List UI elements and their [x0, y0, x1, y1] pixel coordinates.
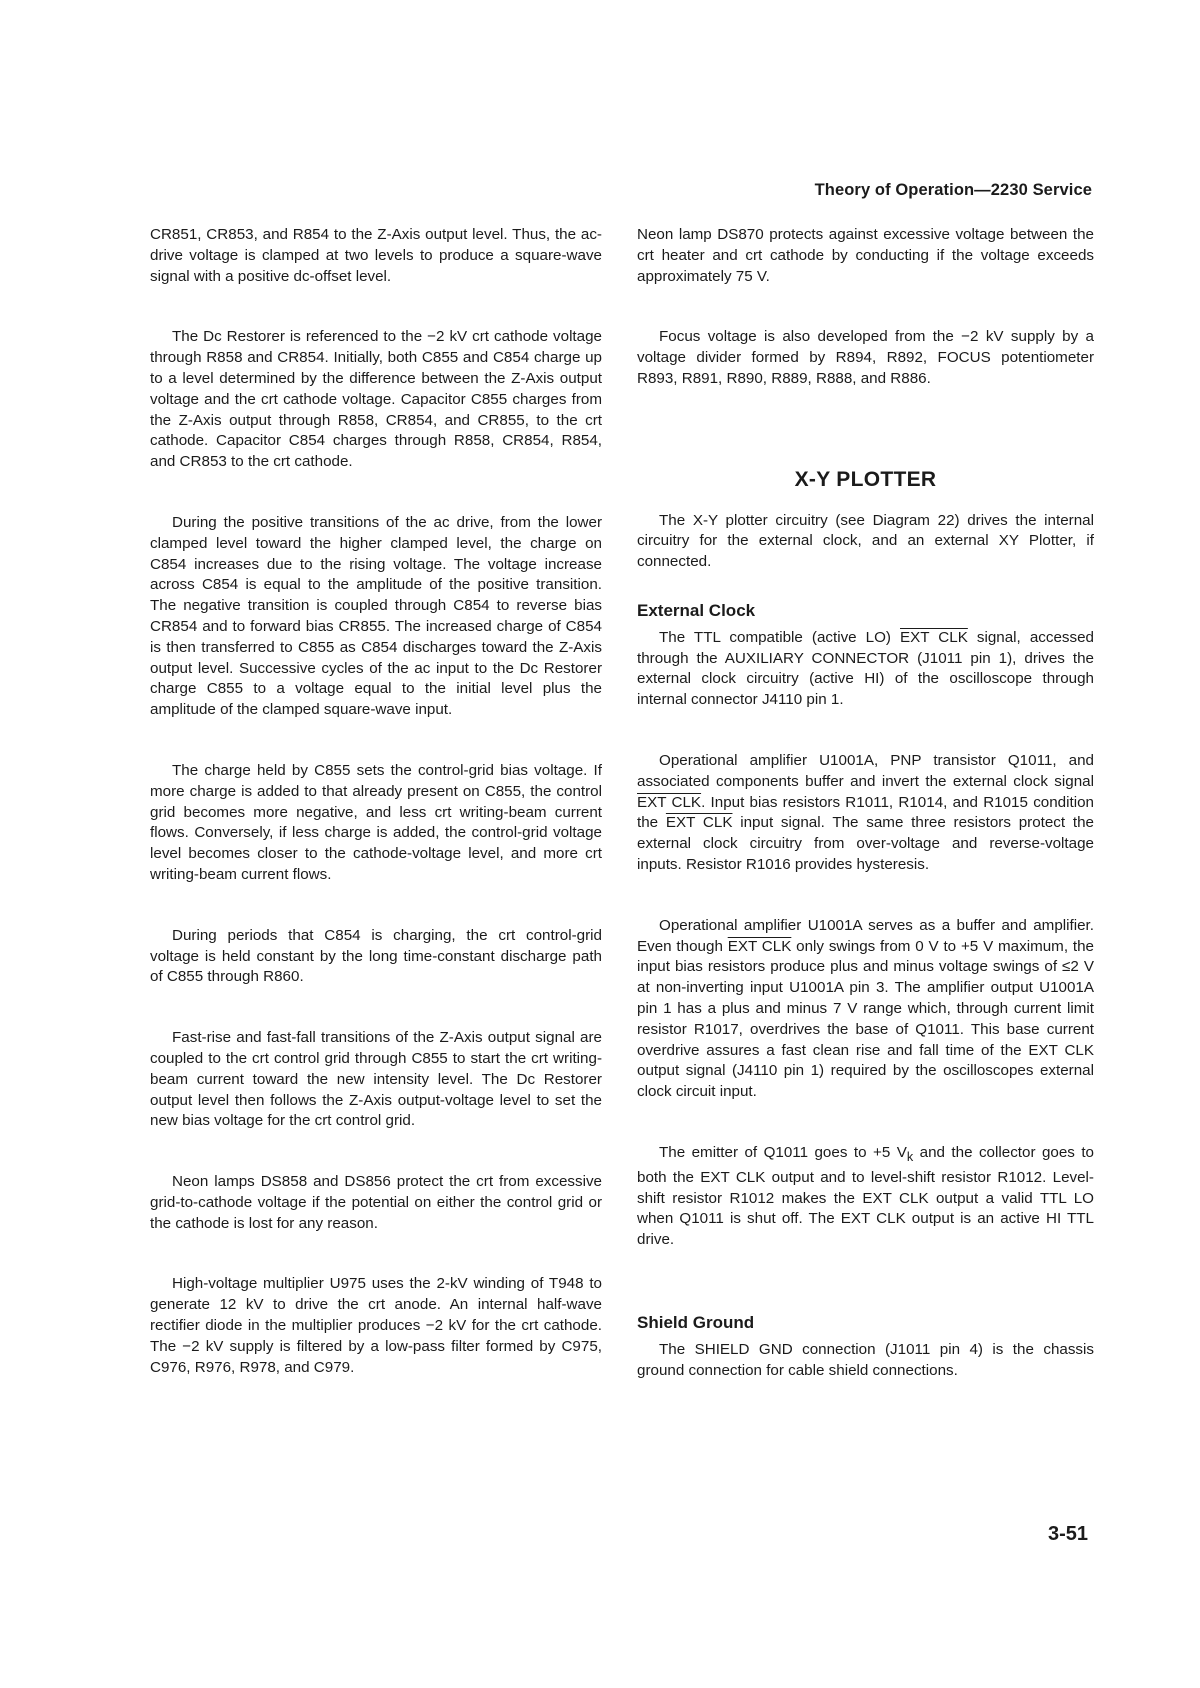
text-run: only swings from 0 V to +5 V maximum, the input bias resistors produce plus and minus voltage swings of ≤2 V at non-inverting input U1001A pin 3. The amplifier output U1001A pin 1 has a plus and minus 7 V range which, through current limit resistor R1017, overdrives the base of Q1011. This base current overdrive assures a fast clean rise and fall time of the EXT CLK output signal (J4110 pin 1) required by the oscilloscopes external clock circuit input. [637, 937, 1094, 1101]
subsection-heading-shield-ground: Shield Ground [637, 1312, 755, 1332]
text-run: . Input bias resistors R1011, R1014, and R1015 condition the [637, 793, 1094, 832]
signal-name-overbar: EXT CLK [637, 793, 702, 811]
subsection-heading-external-clock: External Clock [637, 600, 756, 620]
text-run: and the collector goes to both the EXT CLK output and to level-shift resistor R1012. Level-shift resistor R1012 makes the EXT CLK output a valid TTL LO when Q1011 is shut off. The EXT CLK output is an active HI TTL drive. [637, 1143, 1094, 1249]
paragraph [637, 916, 1094, 1103]
paragraph: The X-Y plotter circuitry (see Diagram 22) drives the internal circuitry for the external clock, and an external XY Plotter, if connected. [637, 511, 1094, 571]
paragraph: Focus voltage is also developed from the −2 kV supply by a voltage divider formed by R894, R892, FOCUS potentiometer R893, R891, R890, R889, R888, and R886. [637, 328, 1094, 387]
signal-name-overbar: EXT CLK [900, 628, 968, 646]
paragraph: The charge held by C855 sets the control-grid bias voltage. If more charge is added to that already present on C855, the control grid becomes more negative, and less crt writing-beam current flows. Conversely, if less charge is added, the control-grid voltage level becomes closer to the cathode-voltage level, and more crt writing-beam current flows. [150, 761, 602, 883]
signal-name-overbar: EXT CLK [727, 937, 792, 955]
text-run: Operational amplifier U1001A, PNP transistor Q1011, and associated components buffer and invert the external clock signal [637, 751, 1094, 790]
paragraph [637, 628, 1094, 711]
text-run: input signal. The same three resistors protect the external clock circuitry from over-voltage and reverse-voltage inputs. Resistor R1016 provides hysteresis. [637, 814, 1094, 873]
paragraph: The Dc Restorer is referenced to the −2 kV crt cathode voltage through R858 and CR854. Initially, both C855 and C854 charge up to a level determined by the difference between the Z-Axis output voltage and the crt cathode voltage. Capacitor C855 charges from the Z-Axis output through R858, CR854, and CR855, to the crt cathode. Capacitor C854 charges through R858, CR854, R854, and CR853 to the crt cathode. [150, 328, 602, 471]
paragraph: During periods that C854 is charging, the crt control-grid voltage is held constant by the long time-constant discharge path of C855 through R860. [150, 926, 602, 986]
page-number: 3-51 [1047, 1523, 1088, 1545]
subscript: k [906, 1149, 914, 1164]
text-run: The emitter of Q1011 goes to +5 V [659, 1143, 907, 1161]
text-run: The TTL compatible (active LO) [659, 628, 900, 646]
text-run: signal, accessed through the AUXILIARY CONNECTOR (J1011 pin 1), drives the external clock circuitry (active HI) of the oscilloscope through internal connector J4110 pin 1. [637, 628, 1094, 709]
running-header: Theory of Operation—2230 Service [814, 181, 1092, 199]
paragraph: High-voltage multiplier U975 uses the 2-kV winding of T948 to generate 12 kV to drive the crt anode. An internal half-wave rectifier diode in the multiplier produces −2 kV for the crt cathode. The −2 kV supply is filtered by a low-pass filter formed by C975, C976, R976, R978, and C979. [150, 1275, 602, 1376]
paragraph [637, 751, 1094, 876]
text-run: Operational amplifier U1001A serves as a buffer and amplifier. Even though [637, 916, 1094, 955]
paragraph: Neon lamp DS870 protects against excessive voltage between the crt heater and crt cathode by conducting if the voltage exceeds approximately 75 V. [637, 226, 1094, 285]
paragraph: CR851, CR853, and R854 to the Z-Axis output level. Thus, the ac-drive voltage is clamped at two levels to produce a square-wave signal with a positive dc-offset level. [150, 226, 602, 285]
paragraph: The SHIELD GND connection (J1011 pin 4) is the chassis ground connection for cable shield connections. [637, 1340, 1094, 1379]
paragraph: Neon lamps DS858 and DS856 protect the crt from excessive grid-to-cathode voltage if the potential on either the control grid or the cathode is lost for any reason. [150, 1173, 602, 1232]
left-column [150, 225, 602, 1378]
right-column [637, 225, 1094, 1381]
paragraph: Fast-rise and fast-fall transitions of the Z-Axis output signal are coupled to the crt control grid through C855 to start the crt writing-beam current toward the new intensity level. The Dc Restorer output level then follows the Z-Axis output-voltage level to set the new bias voltage for the crt control grid. [150, 1029, 602, 1130]
section-title: X-Y PLOTTER [794, 467, 937, 491]
signal-name-overbar: EXT CLK [665, 814, 733, 832]
paragraph [637, 1143, 1094, 1251]
paragraph: During the positive transitions of the ac drive, from the lower clamped level toward the higher clamped level, the charge on C854 increases due to the rising voltage. The voltage increase across C854 is equal to the amplitude of the positive transition. The negative transition is coupled through C854 to reverse bias CR854 and to forward bias CR855. The increased charge of C854 is then transferred to C855 as C854 discharges toward the Z-Axis output level. Successive cycles of the ac input to the Dc Restorer charge C855 to a voltage equal to the initial level plus the amplitude of the clamped square-wave input. [150, 513, 602, 719]
